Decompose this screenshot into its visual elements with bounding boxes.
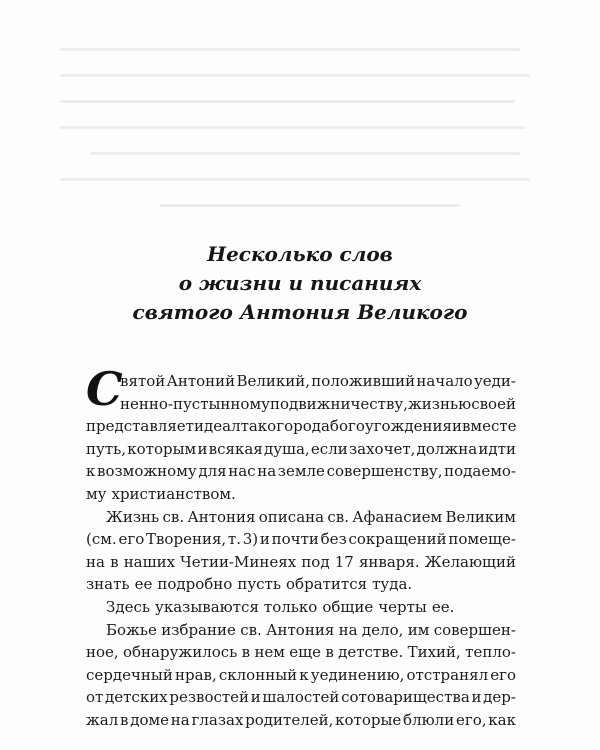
bleed-through-mark xyxy=(60,48,520,51)
body-text xyxy=(86,370,516,732)
text-line: сердечный нрав, склонный к уединению, отстранял его xyxy=(86,665,516,684)
text-line: на в наших Четии-Минеях под 17 января. Желающий xyxy=(86,552,516,571)
drop-cap-letter: С xyxy=(86,362,123,416)
text-line: представляет идеал такого рода богоугождения и вместе xyxy=(86,417,517,436)
heading-line: святого Антония Великого xyxy=(132,300,468,324)
text-line: Божье избрание св. Антония на дело, им совершен- xyxy=(106,620,516,639)
text-line: Жизнь св. Антония описана св. Афанасием Великим xyxy=(106,507,516,526)
bleed-through-mark xyxy=(60,100,515,103)
bleed-through-mark xyxy=(60,126,525,129)
bleed-through-mark xyxy=(160,204,460,207)
text-line: вятой Антоний Великий, положивший начало уеди- xyxy=(120,372,516,390)
text-line: му христианством. xyxy=(86,484,236,503)
chapter-heading xyxy=(0,240,600,327)
heading-line: Несколько слов xyxy=(207,242,393,266)
text-line: ненно-пустынному подвижничеству, жизнью своей xyxy=(120,394,516,413)
text-line: (см. его Творения, т. 3) и почти без сокращений помеще- xyxy=(86,530,516,549)
text-line: путь, которым и всякая душа, если захочет, должна идти xyxy=(86,439,516,458)
text-line: знать ее подробно пусть обратится туда. xyxy=(86,575,413,594)
heading-line: о жизни и писаниях xyxy=(178,271,422,295)
text-line: жал в доме на глазах родителей, которые блюли его, как xyxy=(86,710,516,729)
text-line: ное, обнаружилось в нем еще в детстве. Тихий, тепло- xyxy=(86,643,516,662)
text-line: Здесь указываются только общие черты ее. xyxy=(106,597,455,616)
bleed-through-mark xyxy=(60,74,530,77)
text-line: от детских резвостей и шалостей сотоварищества и дер- xyxy=(86,688,516,707)
text-line: к возможному для нас на земле совершенству, подаемо- xyxy=(86,462,516,481)
bleed-through-mark xyxy=(60,178,530,181)
bleed-through-mark xyxy=(90,152,520,155)
